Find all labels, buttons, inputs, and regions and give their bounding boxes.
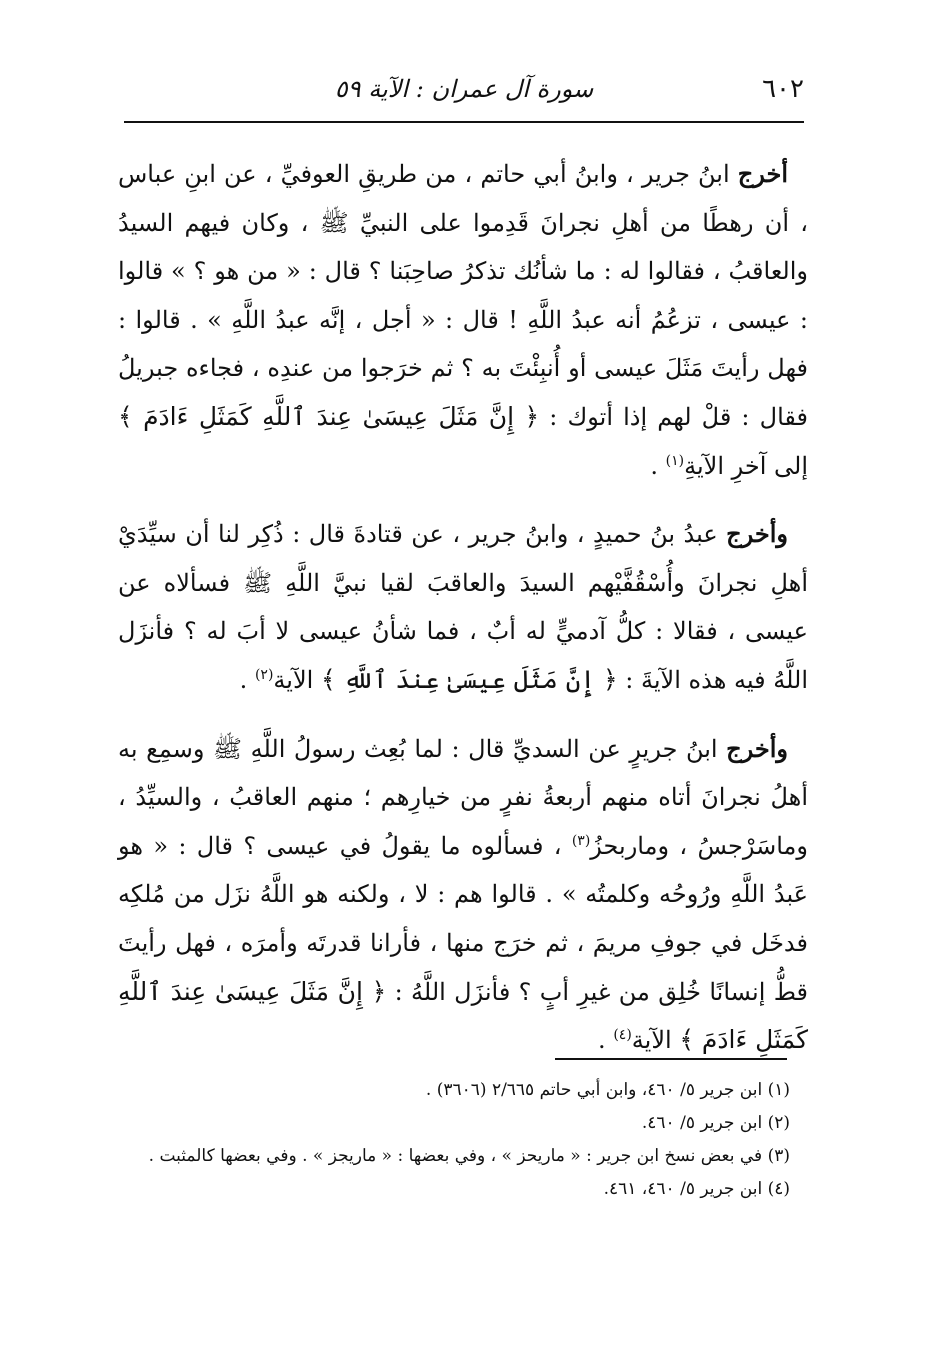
running-title: سورة آل عمران : الآية ٥٩ [334, 75, 594, 103]
paragraph-tail: الآية [631, 1026, 680, 1055]
footnote-ref[interactable]: (٣) [571, 832, 591, 849]
header-rule [124, 121, 804, 123]
footnote-rule [555, 1058, 787, 1060]
footnote-ref[interactable]: (٤) [613, 1027, 632, 1044]
quran-verse: ﴿ إِنَّ مَثَلَ عِيسَىٰ عِندَ ٱللَّهِ ﴾ [320, 664, 618, 694]
footnote-4: (٤) ابن جرير ٥/ ٤٦٠، ٤٦١. [603, 1179, 790, 1199]
paragraph-2 [118, 510, 808, 704]
quran-verse: ﴿ إِنَّ مَثَلَ عِيسَىٰ عِندَ ٱللَّهِ كَمَثَلِ ءَادَمَ ﴾ [118, 976, 808, 1055]
paragraph-text: عبدُ بنُ حميدٍ ، وابنُ جرير ، عن قتادةَ قال : ذُكِر لنا أن سيِّدَيْ أهلِ نجرانَ وأُسْقُفَّيْهم السيدَ والعاقبَ لقيا نبيَّ اللَّهِ ﷺ فسألاه عن عيسى ، فقالا : كلُّ آدميٍّ له أبٌ ، فما شأنُ عيسى لا أبَ له ؟ فأنزَل اللَّهُ فيه هذه الآيةَ : [118, 520, 808, 694]
main-text [118, 150, 808, 1085]
paragraph-text-continued: ، فسألوه ما يقولُ في عيسى ؟ قال : « هو عَبدُ اللَّهِ ورُوحُه وكلمتُه » . قالوا هم : لا ، ولكنه هو اللَّهُ نزَل من مُلكِه فدخَل في جوفِ مريمَ ، ثم خرَج منها ، فأرانا قدرتَه وأمرَه ، فهل رأيتَ قطُّ إنسانًا خُلِق من غيرِ أبٍ ؟ فأنزَل اللَّهُ : [118, 831, 808, 1006]
footnote-2: (٢) ابن جرير ٥/ ٤٦٠. [641, 1113, 790, 1133]
footnote-ref[interactable]: (٢) [254, 666, 274, 683]
footnote-3: (٣) في بعض نسخ ابن جرير : « ماريحز » ، وفي بعضها : « ماريجز » . وفي بعضها كالمثبت . [148, 1146, 790, 1166]
paragraph-3 [118, 725, 808, 1065]
footnote-ref[interactable]: (١) [665, 452, 685, 469]
paragraph-text: ابنُ جرير ، وابنُ أبي حاتم ، من طريقِ العوفيِّ ، عن ابنِ عباس ، أن رهطًا من أهلِ نجرانَ قَدِموا على النبيِّ ﷺ ، وكان فيهم السيدُ والعاقبُ ، فقالوا له : ما شأنُك تذكرُ صاحِبَنا ؟ قال : « من هو ؟ » قالوا : عيسى ، تزعُمُ أنه عبدُ اللَّهِ ! قال : « أجل ، إنَّه عبدُ اللَّهِ » . قالوا : فهل رأيتَ مَثَلَ عيسى أو أُنبِئْتَ به ؟ ثم خرَجوا من عندِه ، فجاءه جبريلُ فقال : قلْ لهم إذا أتوك : [118, 160, 808, 431]
paragraph-text: ابنُ جريرٍ عن السديِّ قال : لما بُعِث رسولُ اللَّهِ ﷺ وسمِع به أهلُ نجرانَ أتاه منهم أربعةُ نفرٍ من خيارِهم ؛ منهم العاقبُ ، والسيِّدُ ، وماسَرْجسُ ، وماربحزُ [118, 734, 808, 860]
footnote-1: (١) ابن جرير ٥/ ٤٦٠، وابن أبي حاتم ٢/٦٦٥ (٣٦٠٦) . [425, 1080, 790, 1100]
quran-verse: ﴿ إِنَّ مَثَلَ عِيسَىٰ عِندَ ٱللَّهِ كَمَثَلِ ءَادَمَ ﴾ [118, 401, 540, 431]
footnotes [118, 1074, 790, 1206]
paragraph-lead: وأخرج [726, 519, 788, 549]
paragraph-tail: إلى آخرِ الآيةِ [684, 451, 808, 480]
page-header [124, 66, 804, 112]
paragraph-lead: أخرج [737, 159, 788, 188]
paragraph-1 [118, 150, 808, 490]
paragraph-end: . [650, 451, 666, 480]
page-number: ٦٠٢ [762, 74, 804, 104]
paragraph-tail: الآية [273, 665, 321, 694]
paragraph-end: . [239, 665, 255, 694]
paragraph-lead: وأخرج [726, 733, 788, 763]
paragraph-end: . [598, 1026, 614, 1055]
